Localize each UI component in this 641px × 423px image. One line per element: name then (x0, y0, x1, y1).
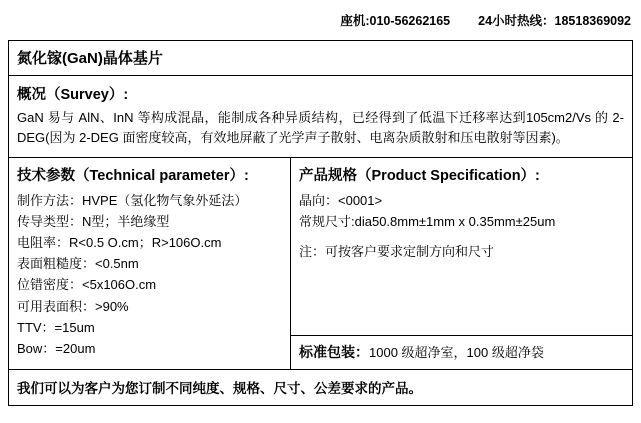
packaging-section (291, 335, 632, 369)
bottom-spacer (0, 406, 641, 414)
packaging-heading: 标准包装： (299, 343, 369, 360)
technical-line: 表面粗糙度：<0.5nm (17, 256, 139, 272)
survey-row (9, 76, 632, 158)
technical-parameters-cell (9, 158, 291, 368)
technical-line: 电阻率：R<0.5 O.cm；R>106O.cm (17, 235, 222, 251)
technical-line: 可用表面积：>90% (17, 298, 129, 314)
technical-line: 制作方法：HVPE（氢化物气象外延法） (17, 193, 248, 209)
hotline-number: 24小时热线：18518369092 (478, 14, 631, 28)
page-title: 氮化镓(GaN)晶体基片 (17, 50, 163, 67)
specification-cell (291, 158, 632, 368)
technical-line: 位错密度：<5x106O.cm (17, 277, 157, 293)
specification-heading: 产品规格（Product Specification）: (299, 168, 540, 185)
technical-heading: 技术参数（Technical parameter）: (17, 168, 249, 185)
footer-row (9, 370, 632, 405)
technical-line: Bow：=20um (17, 340, 96, 356)
product-specification-section (291, 158, 632, 334)
specs-columns (9, 158, 632, 368)
survey-body: GaN 易与 AlN、InN 等构成混晶，能制成各种异质结构，已经得到了低温下迁移率达到105cm2/Vs 的 2-DEG(因为 2-DEG 面密度较高，有效地屏蔽了光学声子散射、电离杂质散射和压电散射等因素)。 (17, 110, 624, 146)
spec-table (8, 40, 633, 406)
packaging-text: 1000 级超净室，100 级超净袋 (369, 344, 544, 360)
specification-line: 常规尺寸:dia50.8mm±1mm x 0.35mm±25um (299, 214, 556, 230)
title-row (9, 41, 632, 76)
footer-note: 我们可以为客户为您订制不同纯度、规格、尺寸、公差要求的产品。 (17, 380, 422, 396)
survey-section (9, 76, 632, 157)
specs-row (9, 158, 632, 369)
specification-line: 晶向：<0001> (299, 193, 383, 209)
technical-line: TTV：=15um (17, 319, 95, 335)
phone-number: 座机:010-56262165 (340, 14, 451, 28)
contact-bar (0, 0, 641, 40)
survey-heading: 概况（Survey）: (17, 87, 129, 103)
technical-line: 传导类型：N型；半绝缘型 (17, 214, 170, 230)
specification-note: 注：可按客户要求定制方向和尺寸 (299, 244, 495, 260)
